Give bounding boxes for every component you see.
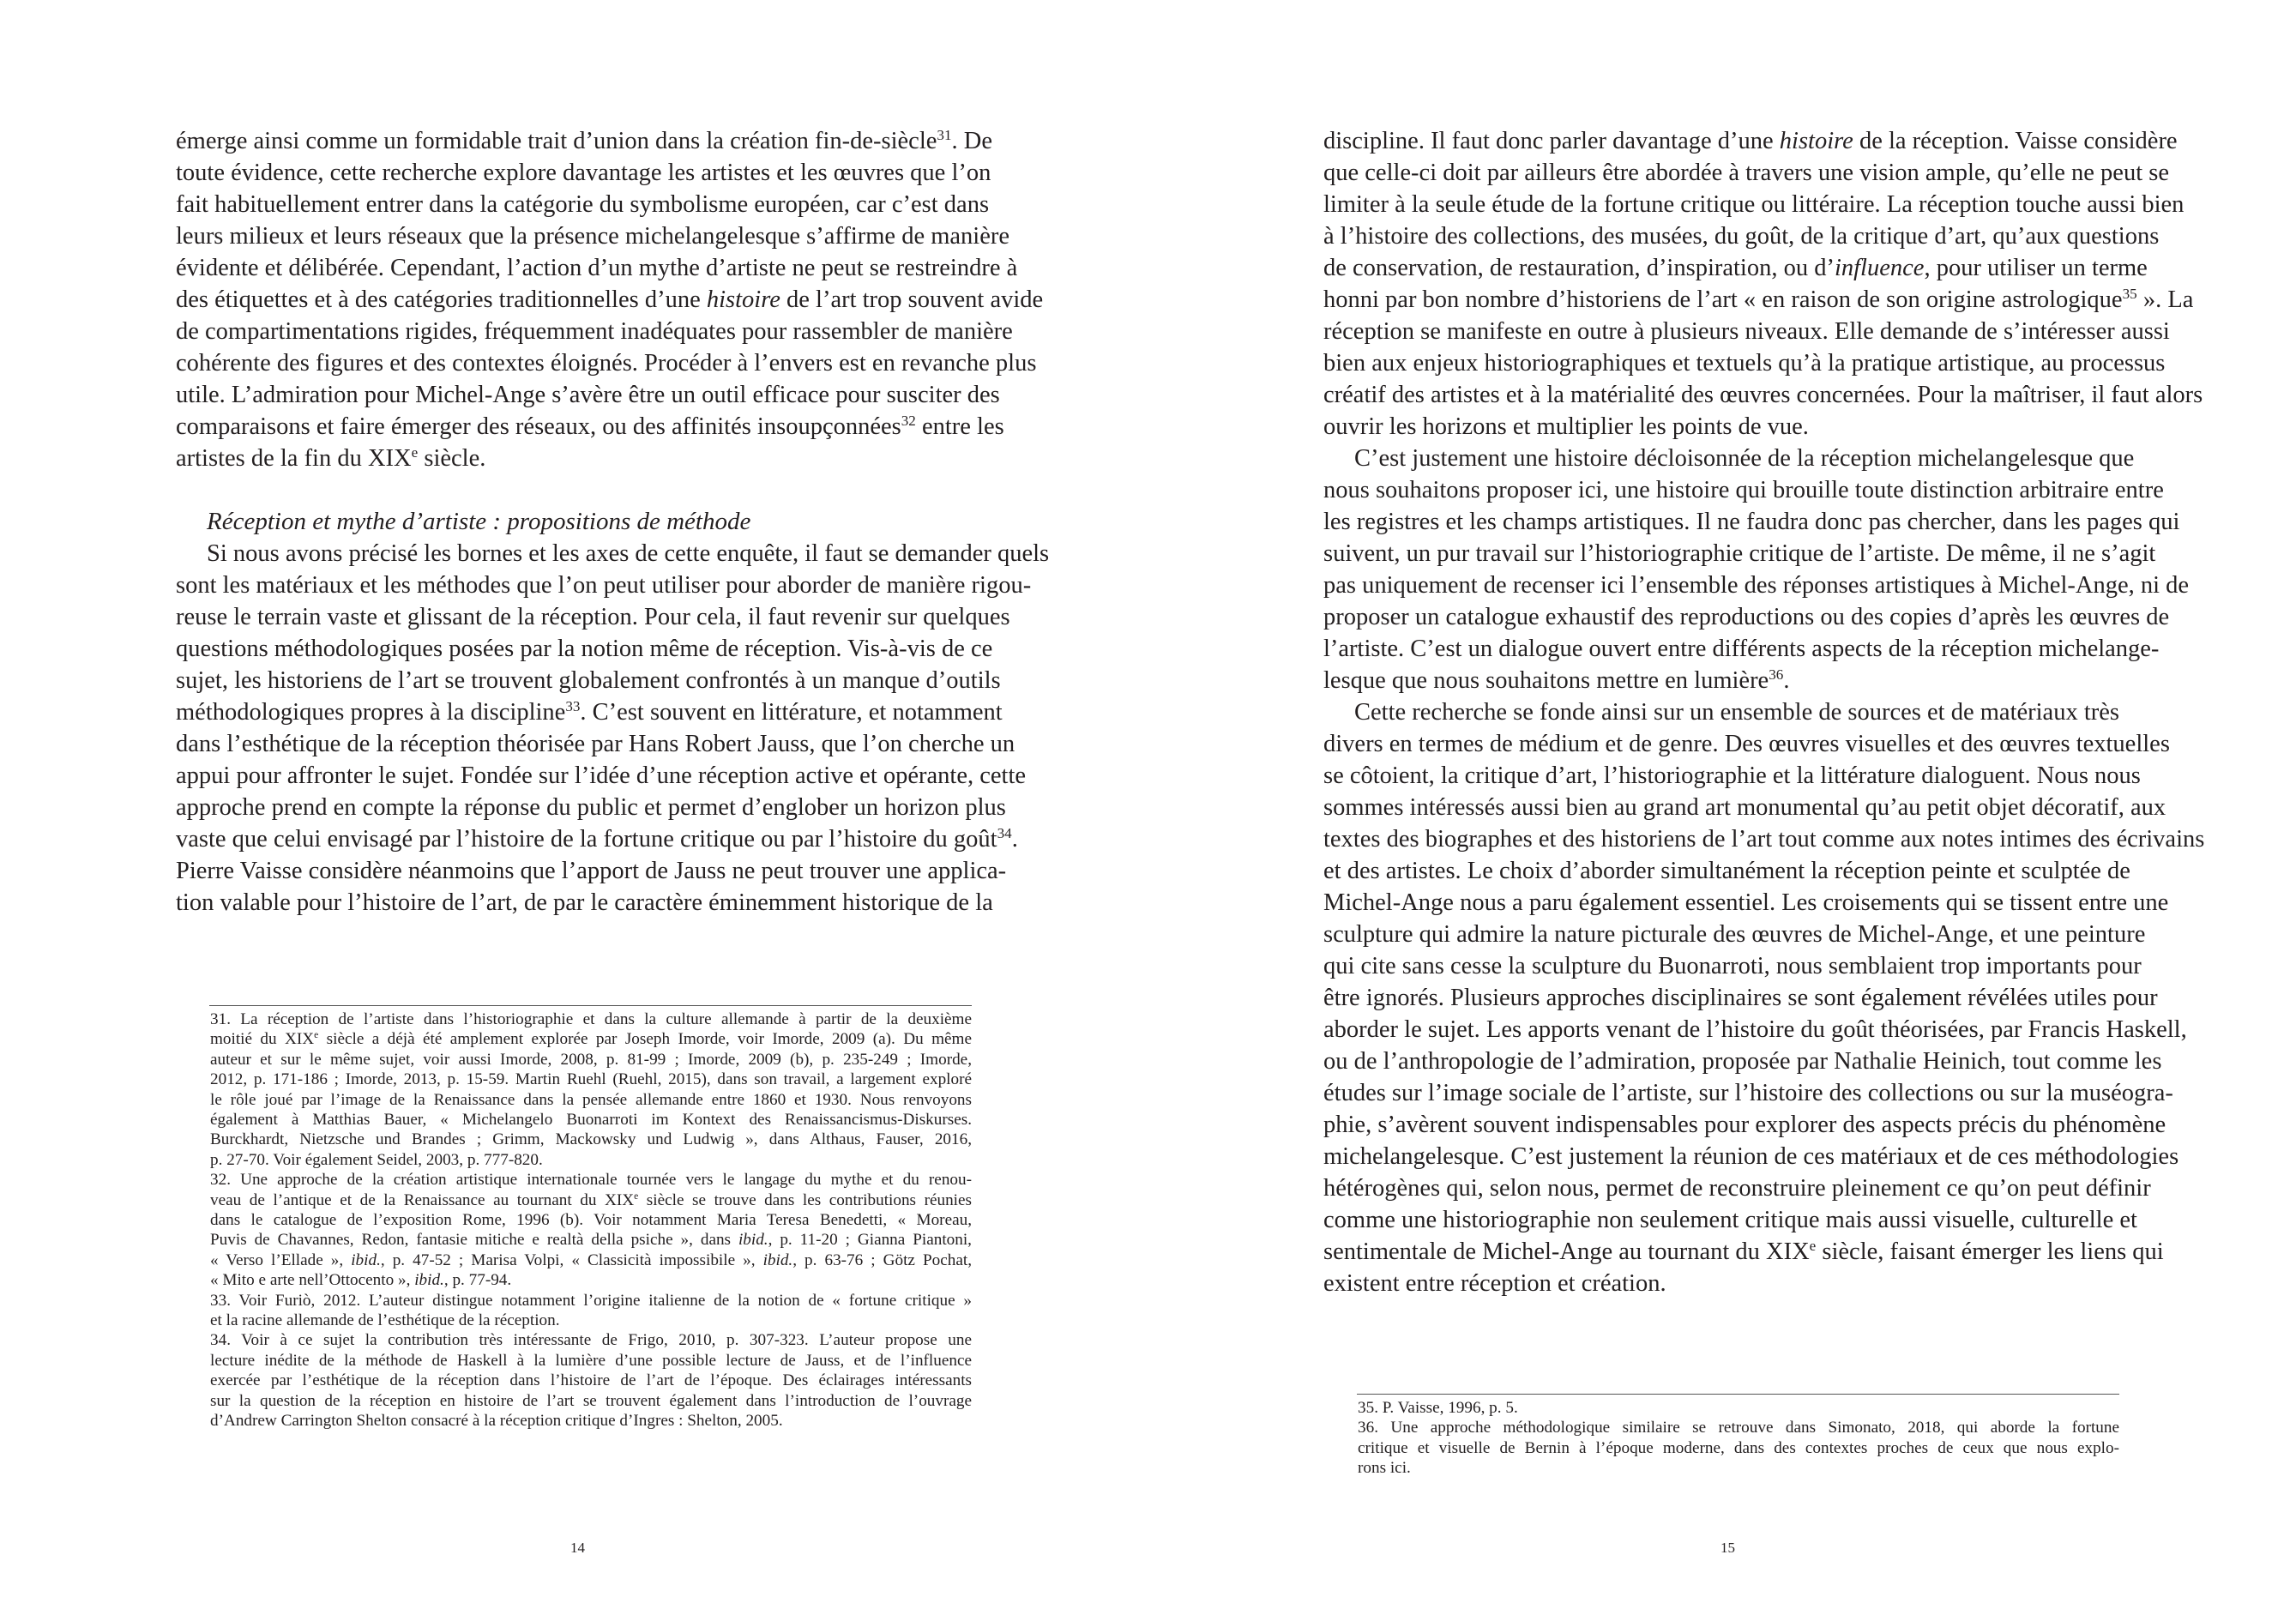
text-line: ou de l’anthropologie de l’admiration, proposée par Nathalie Heinich, tout comme les xyxy=(1323,1048,2162,1075)
footnote-line: Burckhardt, Nietzsche und Brandes ; Grimm, Mackowsky und Ludwig », dans Althaus, Fauser, 2016, xyxy=(210,1130,972,1149)
text-line: toute évidence, cette recherche explore davantage les artistes et les œuvres que l’on xyxy=(176,160,991,186)
text-line: limiter à la seule étude de la fortune critique ou littéraire. La réception touche aussi bien xyxy=(1323,191,2185,218)
text-line: cohérente des figures et des contextes éloignés. Procéder à l’envers est en revanche plus xyxy=(176,350,1037,377)
text-line: se côtoient, la critique d’art, l’historiographie et la littérature dialoguent. Nous nous xyxy=(1323,762,2141,789)
footnote-line: « Mito e arte nell’Ottocento », ibid., p. 77-94. xyxy=(210,1271,512,1290)
footnote-line: 34. Voir à ce sujet la contribution très intéressante de Frigo, 2010, p. 307-323. L’auteur propose une xyxy=(210,1331,972,1350)
text-line: sentimentale de Michel-Ange au tournant du XIXe siècle, faisant émerger les liens qui xyxy=(1323,1237,2164,1265)
text-line: dans l’esthétique de la réception théorisée par Hans Robert Jauss, que l’on cherche un xyxy=(176,731,1015,757)
text-line: de conservation, de restauration, d’inspiration, ou d’influence, pour utiliser un terme xyxy=(1323,255,2148,281)
text-line: textes des biographes et des historiens de l’art tout comme aux notes intimes des écrivains xyxy=(1323,826,2205,853)
text-line: reuse le terrain vaste et glissant de la réception. Pour cela, il faut revenir sur quelques xyxy=(176,604,1010,630)
text-line: suivent, un pur travail sur l’historiographie critique de l’artiste. De même, il ne s’agit xyxy=(1323,540,2156,567)
text-line: l’artiste. C’est un dialogue ouvert entre différents aspects de la réception michelange- xyxy=(1323,636,2160,662)
footnote-line: d’Andrew Carrington Shelton consacré à la réception critique d’Ingres : Shelton, 2005. xyxy=(210,1412,783,1430)
footnote-line: 33. Voir Furiò, 2012. L’auteur distingue notamment l’origine italienne de la notion de « fortune critique » xyxy=(210,1291,972,1310)
text-line: Si nous avons précisé les bornes et les axes de cette enquête, il faut se demander quels xyxy=(207,540,1050,567)
text-line: discipline. Il faut donc parler davantage d’une histoire de la réception. Vaisse considère xyxy=(1323,128,2178,154)
footnote-line: dans le catalogue de l’exposition Rome, 1996 (b). Voir notamment Maria Teresa Benedetti, « Moreau, xyxy=(210,1211,972,1229)
text-line: lesque que nous souhaitons mettre en lumière$^{36}$. xyxy=(1323,666,1790,694)
section-heading: Réception et mythe d’artiste : propositions de méthode xyxy=(207,508,751,535)
text-line: de compartimentations rigides, fréquemment inadéquates pour rassembler de manière xyxy=(176,318,1013,345)
footnote-line: 31. La réception de l’artiste dans l’historiographie et dans la culture allemande à partir de la deuxième xyxy=(210,1010,972,1028)
footnote-line: p. 27-70. Voir également Seidel, 2003, p. 777-820. xyxy=(210,1150,543,1169)
footnote-line: également à Matthias Bauer, « Michelangelo Buonarroti im Kontext des Renaissancismus-Diskurses. xyxy=(210,1111,972,1129)
text-line: études sur l’image sociale de l’artiste, sur l’histoire des collections ou sur la muséogra- xyxy=(1323,1080,2173,1106)
footnote-line: sur la question de la réception en histoire de l’art se trouvent également dans l’introduction de l’ouvrage xyxy=(210,1391,972,1410)
text-line: comme une historiographie non seulement critique mais aussi visuelle, culturelle et xyxy=(1323,1207,2137,1233)
text-line: émerge ainsi comme un formidable trait d’union dans la création fin-de-siècle$^{31}$. De xyxy=(176,126,992,154)
text-line: sculpture qui admire la nature picturale des œuvres de Michel-Ange, et une peinture xyxy=(1323,921,2146,948)
text-line: sont les matériaux et les méthodes que l’on peut utiliser pour aborder de manière rigou- xyxy=(176,572,1032,599)
text-line: méthodologiques propres à la discipline$^{33}$. C’est souvent en littérature, et notamment xyxy=(176,697,1003,726)
footnote-line: le rôle joué par l’image de la Renaissance dans la pensée allemande entre 1860 et 1930. Nous renvoyons xyxy=(210,1090,972,1109)
text-line: hétérogènes qui, selon nous, permet de reconstruire pleinement ce qu’on peut définir xyxy=(1323,1175,2151,1202)
footnote-line: et la racine allemande de l’esthétique de la réception. xyxy=(210,1311,560,1329)
text-line: comparaisons et faire émerger des réseaux, ou des affinités insoupçonnées$^{32}$ entre les xyxy=(176,412,1004,440)
footnote-line: rons ici. xyxy=(1358,1459,1411,1478)
footnote-line: exercée par l’esthétique de la réception dans l’histoire de l’art de l’époque. Des éclairages intéressants xyxy=(210,1371,972,1390)
text-line: aborder le sujet. Les apports venant de l’histoire du goût théorisées, par Francis Haskell, xyxy=(1323,1016,2187,1043)
text-line: et des artistes. Le choix d’aborder simultanément la réception peinte et sculptée de xyxy=(1323,858,2130,884)
footnote-rule xyxy=(209,1005,972,1006)
text-line: Cette recherche se fonde ainsi sur un ensemble de sources et de matériaux très xyxy=(1354,699,2119,726)
text-line: C’est justement une histoire décloisonnée de la réception michelangelesque que xyxy=(1354,445,2135,472)
text-line: artistes de la fin du XIXe siècle. xyxy=(176,443,486,472)
text-line: appui pour affronter le sujet. Fondée sur l’idée d’une réception active et opérante, cette xyxy=(176,762,1027,789)
text-line: fait habituellement entrer dans la catégorie du symbolisme européen, car c’est dans xyxy=(176,191,990,218)
text-line: Pierre Vaisse considère néanmoins que l’apport de Jauss ne peut trouver une applica- xyxy=(176,858,1007,884)
page-number: 14 xyxy=(570,1540,585,1556)
text-line: nous souhaitons proposer ici, une histoire qui brouille toute distinction arbitraire entre xyxy=(1323,477,2164,503)
text-line: qui cite sans cesse la sculpture du Buonarroti, nous semblaient trop importants pour xyxy=(1323,953,2142,979)
footnote-line: « Verso l’Ellade », ibid., p. 47-52 ; Marisa Volpi, « Classicità impossibile », ibid., p. 63-76 ; Götz Pochat, xyxy=(210,1250,972,1269)
text-line: des étiquettes et à des catégories traditionnelles d’une histoire de l’art trop souvent avide xyxy=(176,286,1044,313)
text-line: réception se manifeste en outre à plusieurs niveaux. Elle demande de s’intéresser aussi xyxy=(1323,318,2170,345)
text-line: créatif des artistes et à la matérialité des œuvres concernées. Pour la maîtriser, il faut alors xyxy=(1323,382,2203,408)
text-line: existent entre réception et création. xyxy=(1323,1270,1666,1297)
footnote-line: lecture inédite de la méthode de Haskell à la lumière d’une possible lecture de Jauss, et de l’influence xyxy=(210,1351,972,1370)
text-line: les registres et les champs artistiques. Il ne faudra donc pas chercher, dans les pages qui xyxy=(1323,509,2180,535)
footnote-line: moitié du XIXe siècle a déjà été amplement explorée par Joseph Imorde, voir Imorde, 2009 (a). Du même xyxy=(210,1030,972,1049)
text-line: divers en termes de médium et de genre. Des œuvres visuelles et des œuvres textuelles xyxy=(1323,731,2170,757)
text-line: questions méthodologiques posées par la notion même de réception. Vis-à-vis de ce xyxy=(176,636,993,662)
text-line: évidente et délibérée. Cependant, l’action d’un mythe d’artiste ne peut se restreindre à xyxy=(176,255,1018,281)
text-line: proposer un catalogue exhaustif des reproductions ou des copies d’après les œuvres de xyxy=(1323,604,2170,630)
footnote-line: 36. Une approche méthodologique similaire se retrouve dans Simonato, 2018, qui aborde la fortune xyxy=(1358,1419,2119,1437)
text-line: que celle-ci doit par ailleurs être abordée à travers une vision ample, qu’elle ne peut se xyxy=(1323,160,2169,186)
text-line: à l’histoire des collections, des musées, du goût, de la critique d’art, qu’aux questions xyxy=(1323,223,2160,250)
text-line: approche prend en compte la réponse du public et permet d’englober un horizon plus xyxy=(176,794,1006,821)
footnote-line: critique et visuelle de Bernin à l’époque moderne, dans des contextes proches de ceux que nous explo- xyxy=(1358,1438,2119,1457)
text-line: tion valable pour l’histoire de l’art, de par le caractère éminemment historique de la xyxy=(176,889,993,916)
text-line: michelangelesque. C’est justement la réunion de ces matériaux et de ces méthodologies xyxy=(1323,1143,2179,1170)
footnote-line: 35. P. Vaisse, 1996, p. 5. xyxy=(1358,1399,1518,1417)
footnote-line: veau de l’antique et de la Renaissance au tournant du XIXe siècle se trouve dans les contributions réunies xyxy=(210,1190,972,1209)
text-line: vaste que celui envisagé par l’histoire de la fortune critique ou par l’histoire du goût$^{34}$. xyxy=(176,824,1018,853)
text-line: Michel-Ange nous a paru également essentiel. Les croisements qui se tissent entre une xyxy=(1323,889,2169,916)
text-line: honni par bon nombre d’historiens de l’art « en raison de son origine astrologique$^{35}$ ». La xyxy=(1323,285,2194,313)
text-line: bien aux enjeux historiographiques et textuels qu’à la pratique artistique, au processus xyxy=(1323,350,2166,377)
text-line: sommes intéressés aussi bien au grand art monumental qu’au petit objet décoratif, aux xyxy=(1323,794,2166,821)
text-line: leurs milieux et leurs réseaux que la présence michelangelesque s’affirme de manière xyxy=(176,223,1010,250)
text-line: pas uniquement de recenser ici l’ensemble des réponses artistiques à Michel-Ange, ni de xyxy=(1323,572,2190,599)
footnote-line: 32. Une approche de la création artistique internationale tournée vers le langage du mythe et du renou- xyxy=(210,1171,972,1190)
page-number: 15 xyxy=(1720,1540,1735,1556)
text-line: ouvrir les horizons et multiplier les points de vue. xyxy=(1323,413,1809,440)
footnote-line: 2012, p. 171-186 ; Imorde, 2013, p. 15-59. Martin Ruehl (Ruehl, 2015), dans son travail, a largement exploré xyxy=(210,1070,972,1089)
right-page xyxy=(1148,0,2296,1621)
text-line: sujet, les historiens de l’art se trouvent globalement confrontés à un manque d’outils xyxy=(176,667,1001,694)
footnote-line: auteur et sur le même sujet, voir aussi Imorde, 2008, p. 81-99 ; Imorde, 2009 (b), p. 235-249 ; Imorde, xyxy=(210,1050,972,1069)
footnote-rule xyxy=(1357,1394,2119,1395)
text-line: utile. L’admiration pour Michel-Ange s’avère être un outil efficace pour susciter des xyxy=(176,382,1000,408)
footnote-line: Puvis de Chavannes, Redon, fantasie mitiche e realtà della psiche », dans ibid., p. 11-20 ; Gianna Piantoni, xyxy=(210,1231,972,1250)
text-line: phie, s’avèrent souvent indispensables pour explorer des aspects précis du phénomène xyxy=(1323,1112,2166,1138)
text-line: être ignorés. Plusieurs approches disciplinaires se sont également révélées utiles pour xyxy=(1323,985,2158,1011)
